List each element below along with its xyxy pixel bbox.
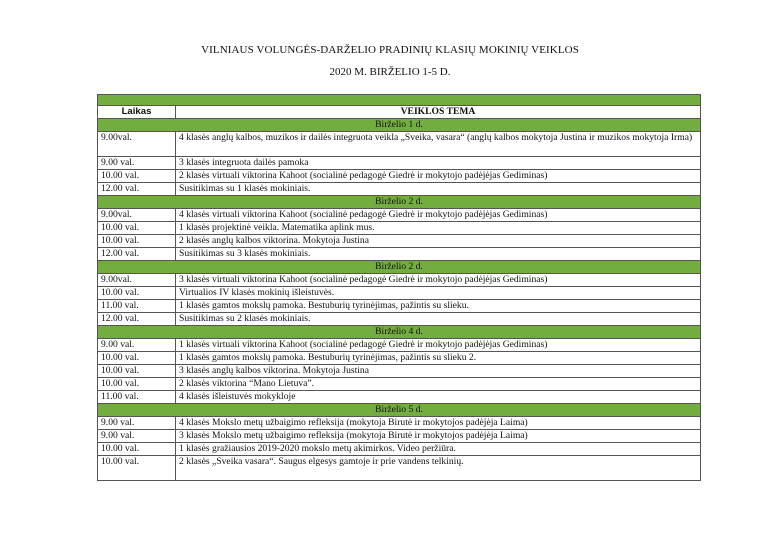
topic-cell: 4 klasės Mokslo metų užbaigimo refleksija (mokytoja Birutė ir mokytojos padėjėja Laima): [176, 417, 701, 430]
table-row: [98, 300, 701, 313]
table-row: [98, 430, 701, 443]
day-header-row: [98, 404, 701, 417]
day-label: Birželio 2 d.: [98, 261, 701, 274]
topic-cell: 2 klasės virtuali viktorina Kahoot (socialinė pedagogė Giedrė ir mokytojo padėjėjas Gediminas): [176, 170, 701, 183]
day-label: Birželio 5 d.: [98, 404, 701, 417]
time-cell: 10.00 val.: [98, 352, 176, 365]
table-row: [98, 378, 701, 391]
topic-cell: Susitikimas su 3 klasės mokiniais.: [176, 248, 701, 261]
table-row: [98, 365, 701, 378]
day-header-row: [98, 196, 701, 209]
table-row: [98, 352, 701, 365]
table-row: [98, 183, 701, 196]
topic-cell: 2 klasės „Sveika vasara“. Saugus elgesys gamtoje ir prie vandens telkinių.: [176, 456, 701, 481]
topic-cell: 4 klasės išleistuvės mokykloje: [176, 391, 701, 404]
table-row: [98, 170, 701, 183]
time-cell: 10.00 val.: [98, 378, 176, 391]
table-header-row: [98, 106, 701, 119]
time-cell: 12.00 val.: [98, 183, 176, 196]
time-cell: 9.00val.: [98, 132, 176, 157]
time-cell: 10.00 val.: [98, 287, 176, 300]
time-cell: 11.00 val.: [98, 391, 176, 404]
time-cell: 11.00 val.: [98, 300, 176, 313]
topic-cell: Susitikimas su 2 klasės mokiniais.: [176, 313, 701, 326]
table-row: [98, 248, 701, 261]
day-header-row: [98, 326, 701, 339]
time-cell: 9.00 val.: [98, 339, 176, 352]
table-row: [98, 209, 701, 222]
topic-cell: Virtualios IV klasės mokinių išleistuvės.: [176, 287, 701, 300]
table-row: [98, 235, 701, 248]
topic-cell: 3 klasės integruota dailės pamoka: [176, 157, 701, 170]
document-subtitle: 2020 M. BIRŽELIO 1-5 D.: [329, 66, 451, 78]
table-row: [98, 417, 701, 430]
schedule-table: [97, 94, 701, 481]
time-cell: 10.00 val.: [98, 170, 176, 183]
day-label: Birželio 4 d.: [98, 326, 701, 339]
header-topic: VEIKLOS TEMA: [176, 106, 701, 119]
topic-cell: 2 klasės viktorina “Mano Lietuva”.: [176, 378, 701, 391]
time-cell: 12.00 val.: [98, 248, 176, 261]
table-row: [98, 274, 701, 287]
day-label: Birželio 1 d.: [98, 119, 701, 132]
table-row: [98, 443, 701, 456]
time-cell: 10.00 val.: [98, 222, 176, 235]
time-cell: 10.00 val.: [98, 235, 176, 248]
header-time: Laikas: [98, 106, 176, 119]
time-cell: 12.00 val.: [98, 313, 176, 326]
topic-cell: 1 klasės virtuali viktorina Kahoot (socialinė pedagogė Giedrė ir mokytojo padėjėjas Gediminas): [176, 339, 701, 352]
topic-cell: 3 klasės Mokslo metų užbaigimo refleksija (mokytoja Birutė ir mokytojos padėjėja Laima): [176, 430, 701, 443]
time-cell: 9.00val.: [98, 274, 176, 287]
topic-cell: 1 klasės gražiausios 2019-2020 mokslo metų akimirkos. Video peržiūra.: [176, 443, 701, 456]
topic-cell: 1 klasės gamtos mokslų pamoka. Bestuburių tyrinėjimas, pažintis su slieku 2.: [176, 352, 701, 365]
time-cell: 10.00 val.: [98, 443, 176, 456]
table-row: [98, 222, 701, 235]
topic-cell: 3 klasės virtuali viktorina Kahoot (socialinė pedagogė Giedrė ir mokytojo padėjėjas Gediminas): [176, 274, 701, 287]
topic-cell: 1 klasės gamtos mokslų pamoka. Bestuburių tyrinėjimas, pažintis su slieku.: [176, 300, 701, 313]
day-header-row: [98, 119, 701, 132]
table-row: [98, 287, 701, 300]
topic-cell: 4 klasės anglų kalbos, muzikos ir dailės integruota veikla „Sveika, vasara“ (anglų kalbos mokytoja Justina ir muzikos mokytoja Irma): [176, 132, 701, 157]
topic-cell: 4 klasės virtuali viktorina Kahoot (socialinė pedagogė Giedrė ir mokytojo padėjėjas Gediminas): [176, 209, 701, 222]
topic-cell: 3 klasės anglų kalbos viktorina. Mokytoja Justina: [176, 365, 701, 378]
time-cell: 9.00 val.: [98, 157, 176, 170]
table-top-bar: [98, 95, 701, 106]
day-header-row: [98, 261, 701, 274]
document-title: VILNIAUS VOLUNGĖS-DARŽELIO PRADINIŲ KLASIŲ MOKINIŲ VEIKLOS: [201, 44, 579, 56]
time-cell: 9.00val.: [98, 209, 176, 222]
table-row: [98, 391, 701, 404]
table-row: [98, 157, 701, 170]
topic-cell: 2 klasės anglų kalbos viktorina. Mokytoja Justina: [176, 235, 701, 248]
day-label: Birželio 2 d.: [98, 196, 701, 209]
table-row: [98, 132, 701, 157]
time-cell: 9.00 val.: [98, 430, 176, 443]
topic-cell: Susitikimas su 1 klasės mokiniais.: [176, 183, 701, 196]
table-row: [98, 339, 701, 352]
time-cell: 10.00 val.: [98, 365, 176, 378]
table-row: [98, 313, 701, 326]
time-cell: 9.00 val.: [98, 417, 176, 430]
topic-cell: 1 klasės projektinė veikla. Matematika aplink mus.: [176, 222, 701, 235]
table-row: [98, 456, 701, 481]
time-cell: 10.00 val.: [98, 456, 176, 481]
